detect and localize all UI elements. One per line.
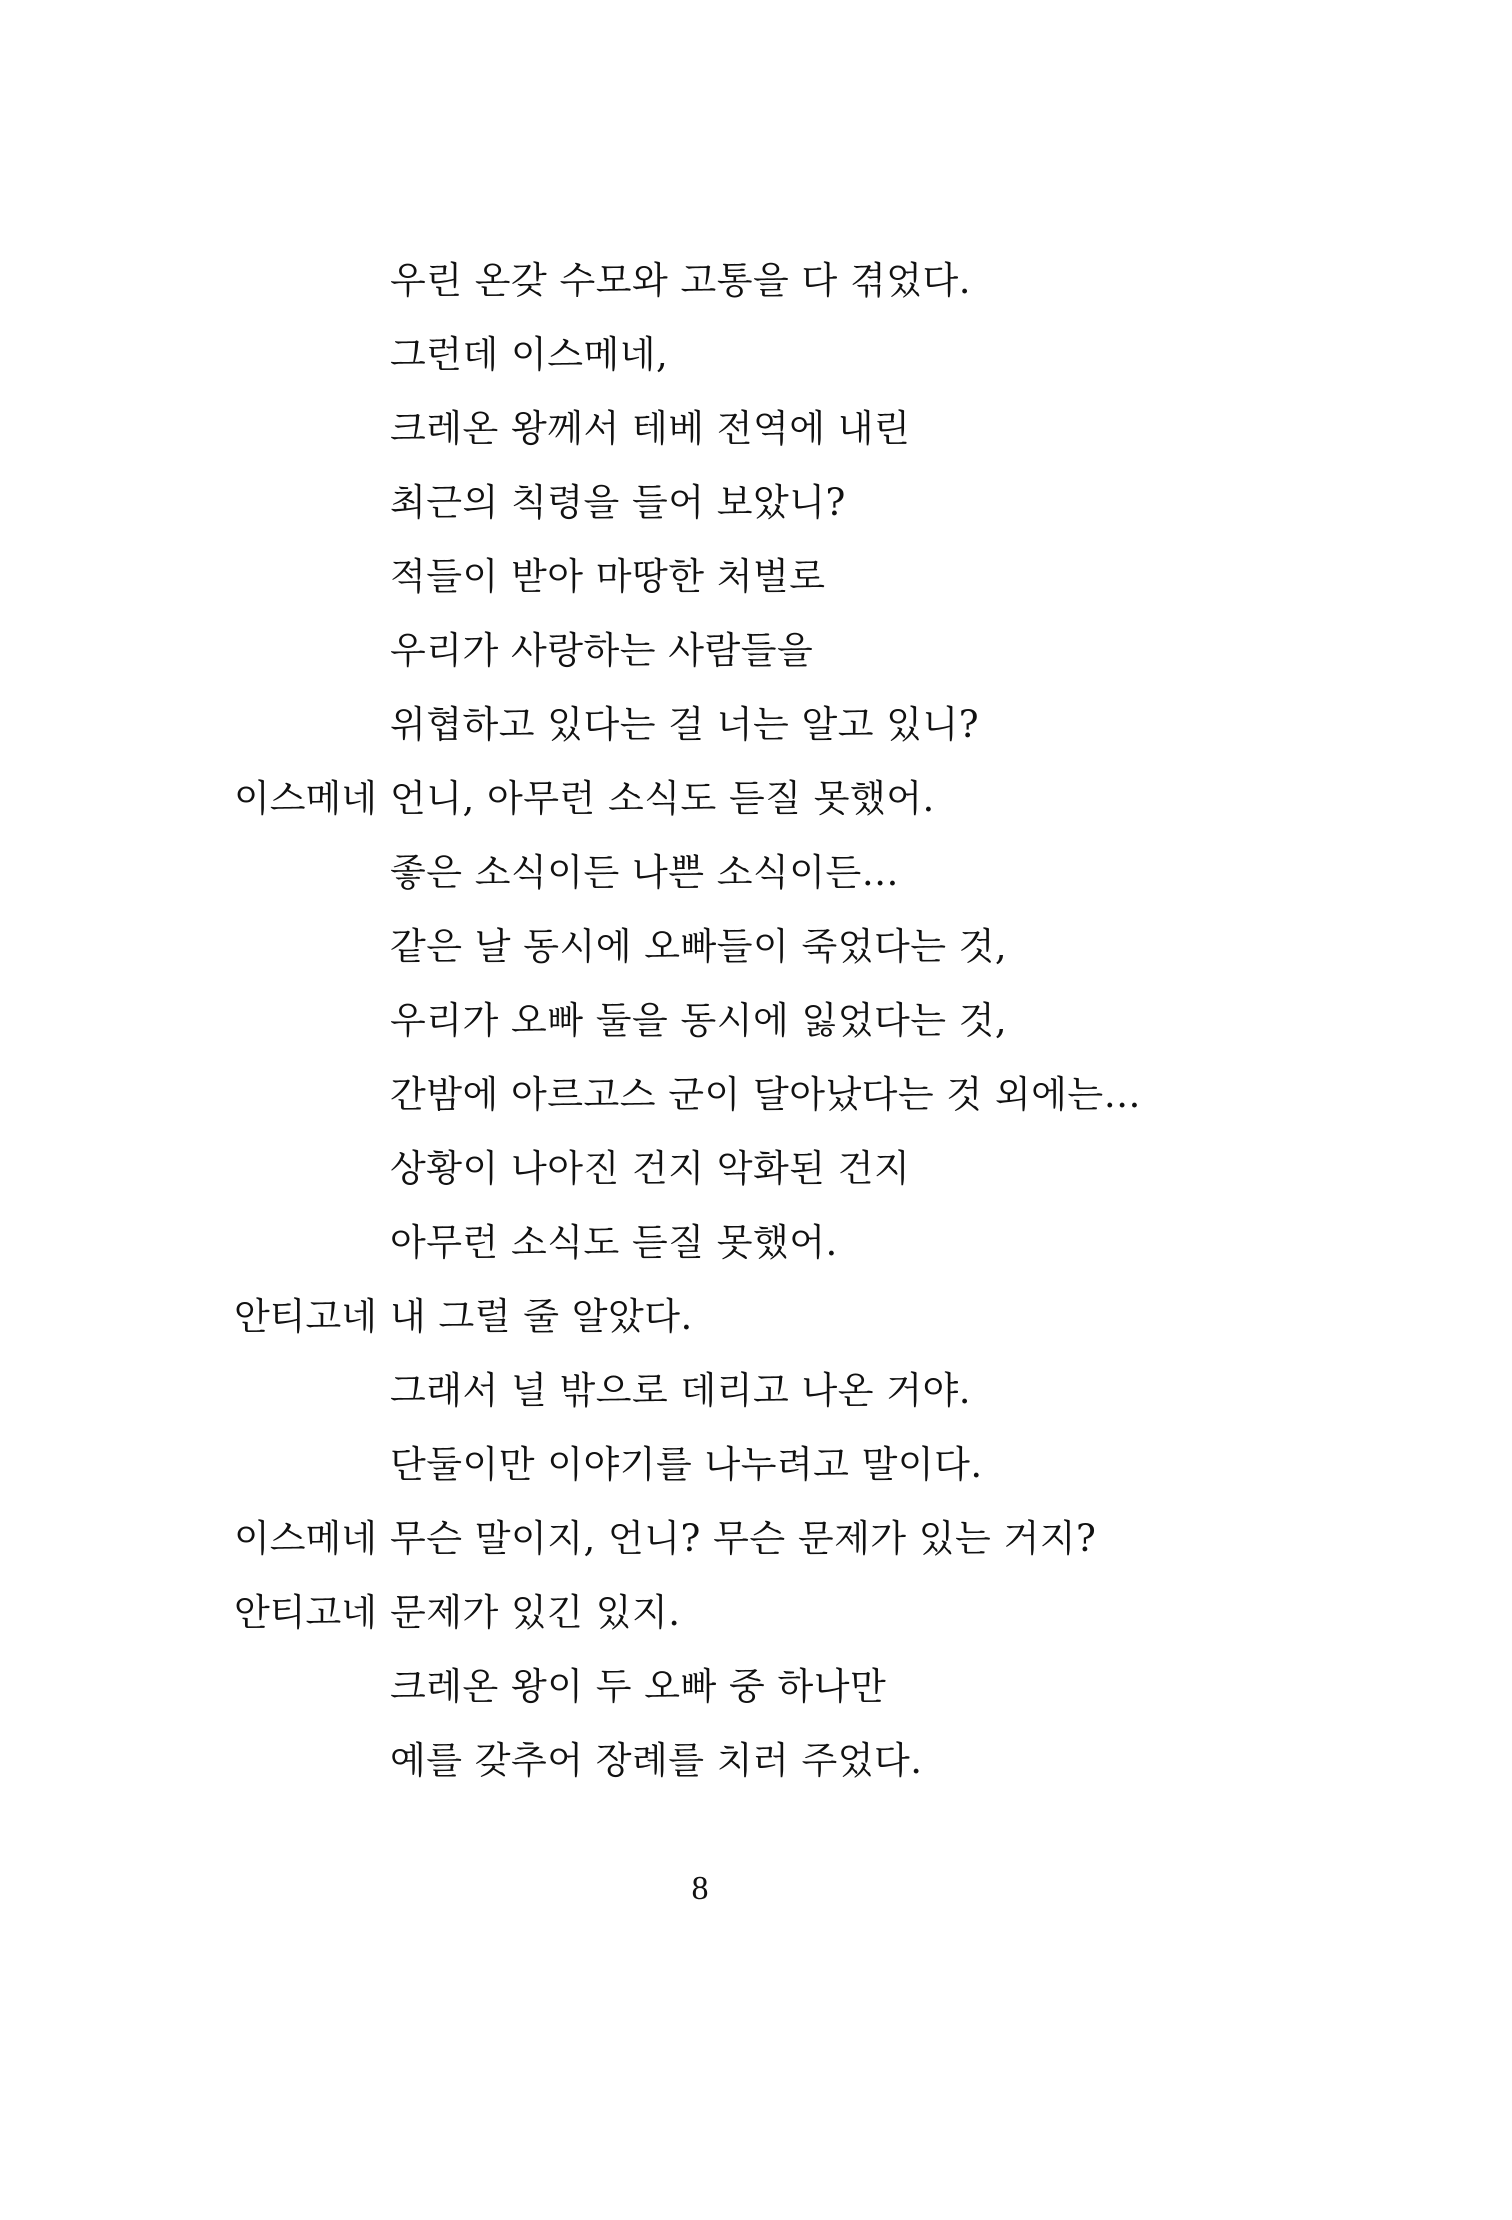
dialogue-text: 간밤에 아르고스 군이 달아났다는 것 외에는… bbox=[390, 1073, 1142, 1116]
script-line bbox=[0, 1724, 1512, 1798]
dialogue-text: 문제가 있긴 있지. bbox=[390, 1591, 681, 1634]
script-line bbox=[0, 1428, 1512, 1502]
speaker-name: 안티고네 bbox=[234, 1295, 377, 1338]
speaker-name: 이스메네 bbox=[234, 777, 377, 820]
script-line bbox=[0, 762, 1512, 836]
dialogue-text: 적들이 받아 마땅한 처벌로 bbox=[390, 555, 826, 598]
page-number: 8 bbox=[691, 1870, 709, 1907]
script-line bbox=[0, 392, 1512, 466]
script-body bbox=[0, 244, 1512, 1798]
script-line bbox=[0, 1280, 1512, 1354]
dialogue-text: 그런데 이스메네, bbox=[390, 333, 669, 376]
speaker-name: 이스메네 bbox=[234, 1517, 377, 1560]
script-line bbox=[0, 1502, 1512, 1576]
speaker-name: 안티고네 bbox=[234, 1591, 377, 1634]
script-line bbox=[0, 466, 1512, 540]
script-line bbox=[0, 836, 1512, 910]
script-line bbox=[0, 688, 1512, 762]
dialogue-text: 좋은 소식이든 나쁜 소식이든… bbox=[390, 851, 900, 894]
script-line bbox=[0, 1576, 1512, 1650]
dialogue-text: 우리가 오빠 둘을 동시에 잃었다는 것, bbox=[390, 999, 1008, 1042]
dialogue-text: 그래서 널 밖으로 데리고 나온 거야. bbox=[390, 1369, 971, 1412]
dialogue-text: 내 그럴 줄 알았다. bbox=[390, 1295, 693, 1338]
dialogue-text: 예를 갖추어 장례를 치러 주었다. bbox=[390, 1739, 923, 1782]
dialogue-text: 위협하고 있다는 걸 너는 알고 있니? bbox=[390, 703, 980, 746]
script-line bbox=[0, 984, 1512, 1058]
dialogue-text: 크레온 왕께서 테베 전역에 내린 bbox=[390, 407, 911, 450]
dialogue-text: 상황이 나아진 건지 악화된 건지 bbox=[390, 1147, 911, 1190]
dialogue-text: 같은 날 동시에 오빠들이 죽었다는 것, bbox=[390, 925, 1008, 968]
script-line bbox=[0, 1058, 1512, 1132]
dialogue-text: 우린 온갖 수모와 고통을 다 겪었다. bbox=[390, 259, 971, 302]
script-line bbox=[0, 910, 1512, 984]
script-line bbox=[0, 540, 1512, 614]
script-line bbox=[0, 614, 1512, 688]
script-line bbox=[0, 318, 1512, 392]
dialogue-text: 단둘이만 이야기를 나누려고 말이다. bbox=[390, 1443, 983, 1486]
script-line bbox=[0, 244, 1512, 318]
dialogue-text: 아무런 소식도 듣질 못했어. bbox=[390, 1221, 838, 1264]
script-line bbox=[0, 1132, 1512, 1206]
dialogue-text: 우리가 사랑하는 사람들을 bbox=[390, 629, 814, 672]
dialogue-text: 크레온 왕이 두 오빠 중 하나만 bbox=[390, 1665, 887, 1708]
dialogue-text: 무슨 말이지, 언니? 무슨 문제가 있는 거지? bbox=[390, 1517, 1097, 1560]
script-line bbox=[0, 1354, 1512, 1428]
script-line bbox=[0, 1650, 1512, 1724]
dialogue-text: 최근의 칙령을 들어 보았니? bbox=[390, 481, 846, 524]
script-line bbox=[0, 1206, 1512, 1280]
dialogue-text: 언니, 아무런 소식도 듣질 못했어. bbox=[390, 777, 935, 820]
